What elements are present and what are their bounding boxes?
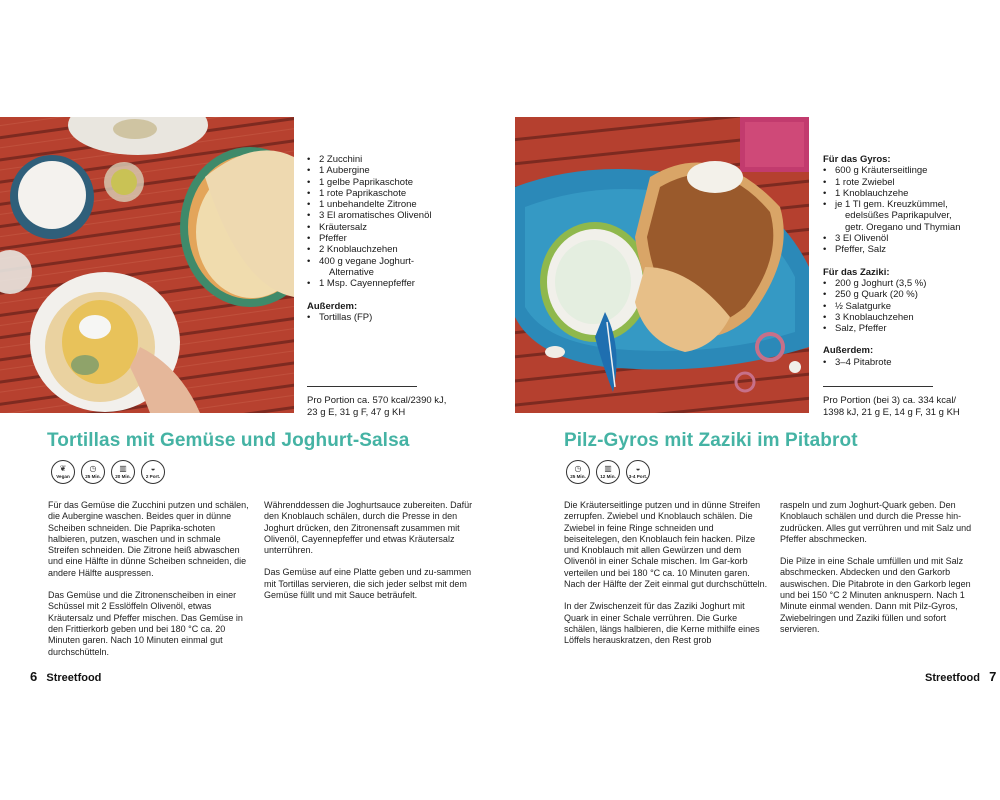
ingredient-item: • Kräutersalz xyxy=(307,222,477,233)
nutrition-line: Pro Portion (bei 3) ca. 334 kcal/ xyxy=(823,395,957,406)
fryer-icon: ▥ 20 Min. xyxy=(111,460,135,484)
page-footer xyxy=(30,669,101,684)
page-number: 6 xyxy=(30,669,38,684)
instruction-paragraph: raspeln und zum Joghurt-Quark geben. Den Knoblauch schälen und durch die Presse hin-zudrücken. Alles gut verrühren und mit Salz und Pfeffer abschmecken. xyxy=(780,500,972,544)
instructions-column-1 xyxy=(48,500,252,669)
ingredient-item: • Salz, Pfeffer xyxy=(823,323,983,334)
ingredient-item: • 1 Aubergine xyxy=(307,165,477,176)
nutrition-line: 1398 kJ, 21 g E, 14 g F, 31 g KH xyxy=(823,407,960,418)
nutrition-info xyxy=(823,386,960,419)
section-name: Streetfood xyxy=(925,672,980,684)
nutrition-line: 23 g E, 31 g F, 47 g KH xyxy=(307,407,406,418)
instruction-paragraph: Für das Gemüse die Zucchini putzen und schälen, die Aubergine waschen. Beides quer in dünne Scheiben schneiden. Die Paprika-schoten halbieren, putzen, waschen und in schmale Streifen schneiden. Die Zitrone heiß abwaschen und eine Hälfte in dünne Scheiben schneiden, die andere Hälfte auspressen. xyxy=(48,500,249,578)
ingredient-item: • 600 g Kräuterseitlinge xyxy=(823,165,983,176)
section-name: Streetfood xyxy=(46,672,102,684)
tortilla-photo-image xyxy=(0,117,294,413)
recipe-badges xyxy=(51,460,165,484)
ingredient-item: • 1 rote Zwiebel xyxy=(823,177,983,188)
ingredient-item: • 1 rote Paprikaschote xyxy=(307,188,477,199)
ingredient-item: • 2 Knoblauchzehen xyxy=(307,244,477,255)
extra-heading: Außerdem: xyxy=(823,345,874,357)
ingredient-item: • 3 El aromatisches Olivenöl xyxy=(307,210,477,221)
vegan-leaf-icon: ❦ Vegan xyxy=(51,460,75,484)
nutrition-divider xyxy=(823,386,933,387)
instruction-paragraph: Währenddessen die Joghurtsauce zubereiten. Dafür den Knoblauch schälen, durch die Presse in den Joghurt drücken, den Zitronensaft zusammen mit Olivenöl, Cayennepfeffer und etwas Kräutersalz unterrühren. xyxy=(264,500,473,556)
ingredient-item: • Pfeffer, Salz xyxy=(823,244,983,255)
ingredient-item: • 1 gelbe Paprikaschote xyxy=(307,177,477,188)
recipe-title: Pilz-Gyros mit Zaziki im Pitabrot xyxy=(564,430,858,451)
instructions-column-1 xyxy=(564,500,768,658)
ingredient-item-continued: getr. Oregano und Thymian xyxy=(845,221,961,233)
ingredient-item: • 400 g vegane Joghurt- xyxy=(307,256,477,267)
nutrition-info xyxy=(307,386,446,419)
ingredient-list xyxy=(307,154,477,323)
fryer-icon: ▥ 12 Min. xyxy=(596,460,620,484)
gyros-heading: Für das Gyros: xyxy=(823,154,891,165)
clock-icon: ◷ 25 Min. xyxy=(81,460,105,484)
ingredient-item: • 250 g Quark (20 %) xyxy=(823,289,983,300)
ingredient-item: • 3 El Olivenöl xyxy=(823,233,983,244)
instruction-paragraph: Die Pilze in eine Schale umfüllen und mit Salz abschmecken. Abdecken und den Garkorb auswischen. Die Pitabrote in den Garkorb legen und bei 150 °C 2 Minuten anknuspern. Nach 1 Minute einmal wenden. Dann mit Pilz-Gyros, Zwiebelringen und Zaziki füllen und sofort servieren. xyxy=(780,556,971,634)
ingredient-item: • 3 Knoblauchzehen xyxy=(823,312,983,323)
ingredient-item: • 1 unbehandelte Zitrone xyxy=(307,199,477,210)
ingredient-list xyxy=(823,154,983,368)
instructions-column-2 xyxy=(264,500,474,612)
instruction-paragraph: Das Gemüse und die Zitronenscheiben in einer Schüssel mit 2 Esslöffeln Olivenöl, etwas Kräutersalz und Pfeffer mischen. Das Gemüse in den Frittierkorb geben und bei 180 °C ca. 20 Minuten garen. Nach 10 Minuten einmal gut durchschütteln. xyxy=(48,590,243,657)
ingredient-item: • je 1 Tl gem. Kreuzkümmel, xyxy=(823,199,983,210)
extra-item: • Tortillas (FP) xyxy=(307,312,477,323)
instructions-column-2 xyxy=(780,500,980,646)
nutrition-divider xyxy=(307,386,417,387)
ingredient-item: • 1 Msp. Cayennepfeffer xyxy=(307,278,477,289)
bowl-icon: ◒ 2 Port. xyxy=(141,460,165,484)
page-footer xyxy=(925,669,996,684)
ingredient-item-continued: edelsüßes Paprikapulver, xyxy=(845,210,952,222)
tortilla-photo xyxy=(0,117,294,413)
instruction-paragraph: Das Gemüse auf eine Platte geben und zu-sammen mit Tortillas servieren, die sich jeder selbst mit dem Gemüse füllt und mit Sauce beträufelt. xyxy=(264,567,472,601)
page-number: 7 xyxy=(989,669,997,684)
instruction-paragraph: In der Zwischenzeit für das Zaziki Joghurt mit Quark in einer Schale verrühren. Die Gurke schälen, längs halbieren, die Kerne mithilfe eines Löffels herauskratzen, den Rest grob xyxy=(564,601,760,646)
bowl-icon: ◒ 3-4 Port. xyxy=(626,460,650,484)
instruction-paragraph: Die Kräuterseitlinge putzen und in dünne Streifen zerrupfen. Zwiebel und Knoblauch schälen. Die Zwiebel in feine Ringe schneiden und beiseitelegen, den Knoblauch fein hacken. Pilze und Knoblauch mit allen Gewürzen und dem Olivenöl in einer Schale mischen. Im Gar-korb verteilen und bei 180 °C ca. 10 Minuten garen. Nach der Hälfte der Zeit einmal gut durchschütteln. xyxy=(564,500,768,590)
extra-heading: Außerdem: xyxy=(307,300,358,312)
gyros-photo xyxy=(515,117,809,413)
ingredient-item: • 200 g Joghurt (3,5 %) xyxy=(823,278,983,289)
ingredient-item-continued: Alternative xyxy=(329,266,374,278)
nutrition-line: Pro Portion ca. 570 kcal/2390 kJ, xyxy=(307,395,447,406)
gyros-photo-image xyxy=(515,117,809,413)
clock-icon: ◷ 25 Min. xyxy=(566,460,590,484)
right-page xyxy=(500,0,1000,800)
recipe-badges xyxy=(566,460,650,484)
ingredient-item: • 1 Knoblauchzehe xyxy=(823,188,983,199)
ingredient-item: • 2 Zucchini xyxy=(307,154,477,165)
ingredient-item: • ½ Salatgurke xyxy=(823,301,983,312)
extra-item: • 3–4 Pitabrote xyxy=(823,357,983,368)
ingredient-item: • Pfeffer xyxy=(307,233,477,244)
recipe-title: Tortillas mit Gemüse und Joghurt-Salsa xyxy=(47,430,410,451)
zaziki-heading: Für das Zaziki: xyxy=(823,266,890,278)
